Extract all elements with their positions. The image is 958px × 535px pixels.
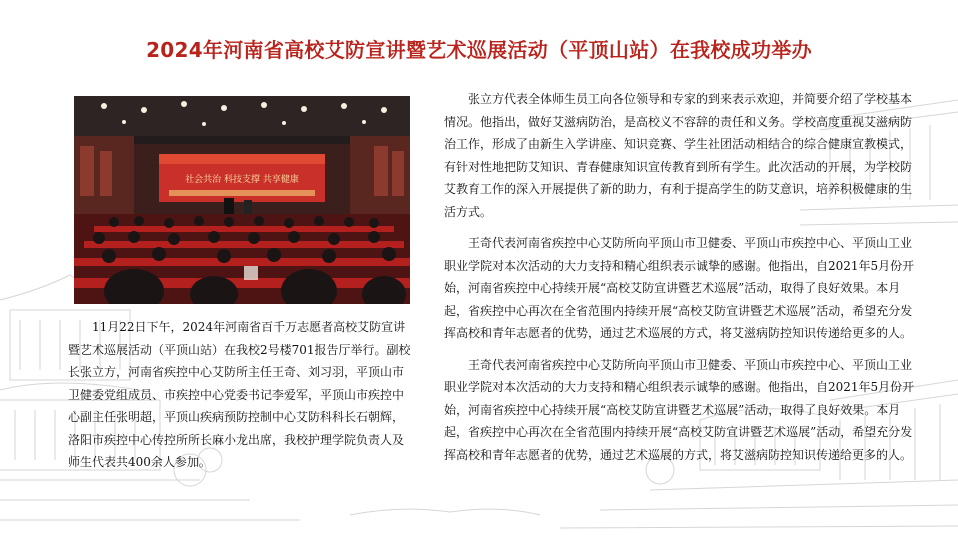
- body-paragraph-3: 王奇代表河南省疾控中心艾防所向平顶山市卫健委、平顶山市疾控中心、平顶山工业职业学院对本次活动的大力支持和精心组织表示诚挚的感谢。他指出，自2021年5月份开始，河南省疾控中心持续开展“高校艾防宣讲暨艺术巡展”活动，取得了良好效果。本月起，省疾控中心再次在全省范围内持续开展“高校艾防宣讲暨艺术巡展”活动，希望充分发挥高校和青年志愿者的优势，通过艺术巡展的方式，将艾滋病防控知识传递给更多的人。: [444, 357, 915, 462]
- body-paragraph-1: 张立方代表全体师生员工向各位领导和专家的到来表示欢迎，并简要介绍了学校基本情况。他指出，做好艾滋病防治，是高校义不容辞的责任和义务。学校高度重视艾滋病防治工作，形成了由新生入学讲座、知识竞赛、学生社团活动相结合的综合健康宣教模式，有针对性地把防艾知识、青春健康知识宣传教育到所有学生。此次活动的开展，为学校防艾教育工作的深入开展提供了新的助力，有利于提高学生的防艾意识，培养积极健康的生活方式。: [444, 92, 913, 219]
- body-paragraph-2: 王奇代表河南省疾控中心艾防所向平顶山市卫健委、平顶山市疾控中心、平顶山工业职业学院对本次活动的大力支持和精心组织表示诚挚的感谢。他指出，自2021年5月份开始，河南省疾控中心持续开展“高校艾防宣讲暨艺术巡展”活动，取得了良好效果。本月起，省疾控中心再次在全省范围内持续开展“高校艾防宣讲暨艺术巡展”活动，希望充分发挥高校和青年志愿者的优势，通过艺术巡展的方式，将艾滋病防控知识传递给更多的人。: [444, 236, 915, 340]
- intro-paragraph: 11月22日下午，2024年河南省百千万志愿者高校艾防宣讲暨艺术巡展活动（平顶山站）在我校2号楼701报告厅举行。副校长张立方，河南省疾控中心艾防所主任王奇、刘习羽，平顶山市卫健委党组成员、市疾控中心党委书记李爱军，平顶山市疾控中心副主任张明超，平顶山疾病预防控制中心艾防科科长石朝辉，洛阳市疾控中心传控所所长麻小龙出席，我校护理学院负责人及师生代表共400余人参加。: [68, 320, 411, 469]
- event-photo: [74, 96, 410, 304]
- stage-banner-text: 社会共治 科技支撑 共享健康: [185, 175, 299, 185]
- article-title: 2024年河南省高校艾防宣讲暨艺术巡展活动（平顶山站）在我校成功举办: [146, 38, 812, 62]
- body-paragraph-block: [444, 88, 916, 466]
- intro-paragraph-block: [68, 316, 412, 474]
